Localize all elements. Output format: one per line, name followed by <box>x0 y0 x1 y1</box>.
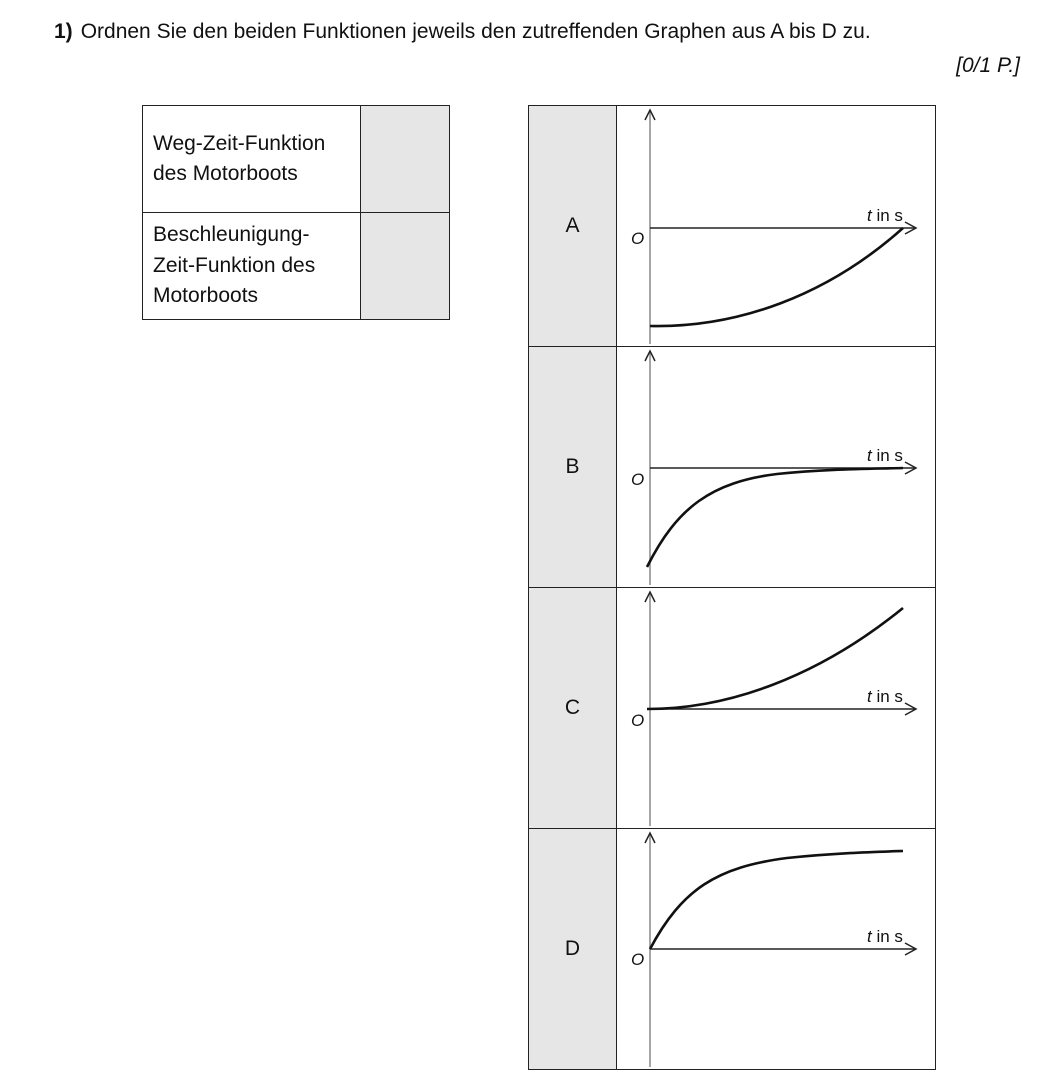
graph-row-b <box>529 347 936 588</box>
origin-label: O <box>631 950 645 969</box>
x-axis-label: t in s <box>867 687 903 706</box>
function-label-line: des Motorboots <box>153 162 298 185</box>
matching-row-weg-zeit <box>143 106 450 213</box>
graph-row-d <box>529 829 936 1070</box>
graph-letter-c: C <box>529 588 617 829</box>
function-label-line: Motorboots <box>153 284 259 308</box>
function-label-line: Beschleunigung- <box>153 223 310 247</box>
graph-cell-c <box>617 588 936 829</box>
matching-table <box>142 105 450 320</box>
graph-letter-d: D <box>529 829 617 1070</box>
x-axis-label: t in s <box>867 206 903 225</box>
task-text: Ordnen Sie den beiden Funktionen jeweils den zutreffenden Graphen aus A bis D zu. <box>80 20 871 43</box>
function-label-line: Zeit-Funktion des <box>153 253 316 277</box>
graph-c-curve <box>647 608 903 709</box>
origin-label: O <box>631 470 645 489</box>
graph-a-svg <box>617 106 935 346</box>
origin-label: O <box>631 711 645 730</box>
graph-cell-b <box>617 347 936 588</box>
answer-box-weg-zeit[interactable] <box>361 106 450 213</box>
x-axis-label: t in s <box>867 446 903 465</box>
graph-options-table <box>528 105 936 1070</box>
task-statement <box>54 20 871 44</box>
x-axis-label: t in s <box>867 927 903 946</box>
graph-d-curve <box>650 851 903 949</box>
graph-b-svg <box>617 347 935 587</box>
task-points: [0/1 P.] <box>956 54 1020 77</box>
function-label-weg-zeit <box>143 106 361 213</box>
origin-label: O <box>631 229 645 248</box>
graph-c-svg <box>617 588 935 828</box>
graph-letter-a: A <box>529 106 617 347</box>
graph-row-a <box>529 106 936 347</box>
graph-d-svg <box>617 829 935 1069</box>
graph-a-curve <box>650 228 903 326</box>
graph-b-curve <box>647 468 903 567</box>
graph-letter-b: B <box>529 347 617 588</box>
function-label-line: Weg-Zeit-Funktion <box>153 131 326 155</box>
answer-box-beschleunigung[interactable] <box>361 213 450 320</box>
task-number: 1) <box>54 20 73 43</box>
graph-row-c <box>529 588 936 829</box>
matching-row-beschleunigung <box>143 213 450 320</box>
graph-cell-a <box>617 106 936 347</box>
graph-cell-d <box>617 829 936 1070</box>
function-label-beschleunigung <box>143 213 361 320</box>
